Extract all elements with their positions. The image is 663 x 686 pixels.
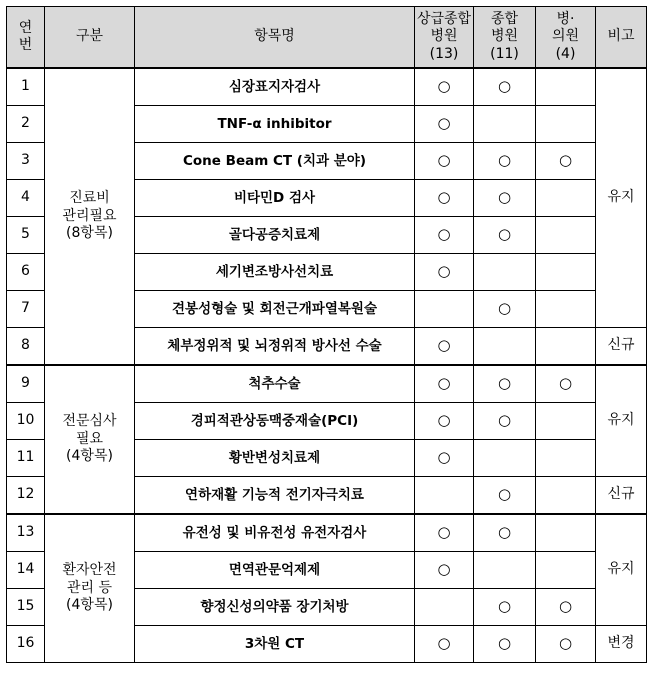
tertiary-mark: ○ — [415, 68, 474, 106]
tertiary-mark: ○ — [415, 403, 474, 440]
tertiary-mark: ○ — [415, 106, 474, 143]
item-name: 경피적관상동맥중재술(PCI) — [135, 403, 415, 440]
table-row — [7, 365, 647, 403]
row-number: 4 — [7, 180, 45, 217]
row-number: 11 — [7, 440, 45, 477]
group-label: 환자안전 관리 등 (4항목) — [45, 514, 135, 663]
row-number: 2 — [7, 106, 45, 143]
item-name: 세기변조방사선치료 — [135, 254, 415, 291]
clinic-mark — [536, 440, 596, 477]
general-mark — [474, 440, 536, 477]
general-mark: ○ — [474, 143, 536, 180]
group-label: 전문심사 필요 (4항목) — [45, 365, 135, 514]
item-name: 향정신성의약품 장기처방 — [135, 589, 415, 626]
table-row — [7, 68, 647, 106]
clinic-mark — [536, 514, 596, 552]
tertiary-mark: ○ — [415, 180, 474, 217]
clinic-mark — [536, 328, 596, 366]
item-name: 연하재활 기능적 전기자극치료 — [135, 477, 415, 515]
row-number: 13 — [7, 514, 45, 552]
tertiary-mark: ○ — [415, 254, 474, 291]
header-row — [7, 7, 647, 69]
item-name: 황반변성치료제 — [135, 440, 415, 477]
remark: 유지 — [596, 514, 647, 626]
item-name: TNF-α inhibitor — [135, 106, 415, 143]
item-name: 척추수술 — [135, 365, 415, 403]
tertiary-mark: ○ — [415, 143, 474, 180]
tertiary-mark — [415, 477, 474, 515]
clinic-mark — [536, 217, 596, 254]
tertiary-mark: ○ — [415, 440, 474, 477]
header-group: 구분 — [45, 7, 135, 69]
table-row — [7, 514, 647, 552]
general-mark: ○ — [474, 403, 536, 440]
remark: 신규 — [596, 477, 647, 515]
header-general-hospital: 종합 병원 (11) — [474, 7, 536, 69]
row-number: 9 — [7, 365, 45, 403]
row-number: 14 — [7, 552, 45, 589]
row-number: 1 — [7, 68, 45, 106]
tertiary-mark: ○ — [415, 365, 474, 403]
general-mark — [474, 254, 536, 291]
clinic-mark — [536, 477, 596, 515]
row-number: 3 — [7, 143, 45, 180]
item-name: 비타민D 검사 — [135, 180, 415, 217]
row-number: 6 — [7, 254, 45, 291]
tertiary-mark: ○ — [415, 626, 474, 663]
remark: 신규 — [596, 328, 647, 366]
header-tertiary-hospital: 상급종합 병원 (13) — [415, 7, 474, 69]
clinic-mark — [536, 552, 596, 589]
item-name: 유전성 및 비유전성 유전자검사 — [135, 514, 415, 552]
remark: 유지 — [596, 365, 647, 477]
general-mark: ○ — [474, 514, 536, 552]
tertiary-mark: ○ — [415, 552, 474, 589]
general-mark: ○ — [474, 180, 536, 217]
clinic-mark: ○ — [536, 589, 596, 626]
item-name: 면역관문억제제 — [135, 552, 415, 589]
clinic-mark: ○ — [536, 143, 596, 180]
group-label: 진료비 관리필요 (8항목) — [45, 68, 135, 365]
row-number: 10 — [7, 403, 45, 440]
item-name: 3차원 CT — [135, 626, 415, 663]
clinic-mark — [536, 106, 596, 143]
header-clinic: 병· 의원 (4) — [536, 7, 596, 69]
clinic-mark — [536, 403, 596, 440]
clinic-mark: ○ — [536, 365, 596, 403]
general-mark: ○ — [474, 68, 536, 106]
row-number: 15 — [7, 589, 45, 626]
clinic-mark: ○ — [536, 626, 596, 663]
row-number: 5 — [7, 217, 45, 254]
general-mark: ○ — [474, 217, 536, 254]
remark: 변경 — [596, 626, 647, 663]
clinic-mark — [536, 291, 596, 328]
row-number: 16 — [7, 626, 45, 663]
tertiary-mark — [415, 589, 474, 626]
general-mark: ○ — [474, 626, 536, 663]
item-name: 골다공증치료제 — [135, 217, 415, 254]
item-name: 체부정위적 및 뇌정위적 방사선 수술 — [135, 328, 415, 366]
header-item: 항목명 — [135, 7, 415, 69]
row-number: 7 — [7, 291, 45, 328]
item-name: 견봉성형술 및 회전근개파열복원술 — [135, 291, 415, 328]
item-name: Cone Beam CT (치과 분야) — [135, 143, 415, 180]
item-name: 심장표지자검사 — [135, 68, 415, 106]
clinic-mark — [536, 68, 596, 106]
tertiary-mark: ○ — [415, 328, 474, 366]
header-remark: 비고 — [596, 7, 647, 69]
general-mark: ○ — [474, 477, 536, 515]
clinic-mark — [536, 254, 596, 291]
general-mark: ○ — [474, 365, 536, 403]
review-items-table — [6, 6, 647, 663]
general-mark: ○ — [474, 589, 536, 626]
clinic-mark — [536, 180, 596, 217]
tertiary-mark: ○ — [415, 217, 474, 254]
row-number: 8 — [7, 328, 45, 366]
tertiary-mark — [415, 291, 474, 328]
tertiary-mark: ○ — [415, 514, 474, 552]
header-no: 연 번 — [7, 7, 45, 69]
general-mark: ○ — [474, 291, 536, 328]
general-mark — [474, 552, 536, 589]
general-mark — [474, 106, 536, 143]
remark: 유지 — [596, 68, 647, 328]
general-mark — [474, 328, 536, 366]
row-number: 12 — [7, 477, 45, 515]
